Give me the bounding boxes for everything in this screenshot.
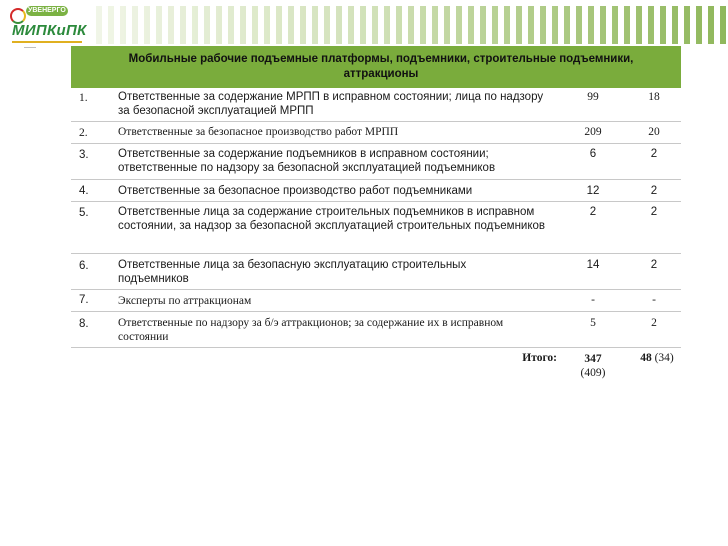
row-value-2: 20 — [648, 126, 660, 138]
total-value-1 — [559, 352, 627, 380]
row-number: 1. — [79, 92, 88, 104]
row-description: Ответственные за содержание МРПП в исправном состоянии; лица по надзору за безопасной эксплуатацией МРПП — [118, 91, 544, 117]
table-row — [71, 180, 681, 202]
row-value-1: 209 — [584, 126, 602, 138]
logo-top-text: УВЕНЕРГО — [28, 7, 66, 14]
row-description: Ответственные лица за содержание строительных подъемников в исправном состоянии, за надзор за безопасной эксплуатацией строительных подъемников — [118, 206, 546, 232]
row-value-1: 99 — [587, 91, 599, 103]
company-logo — [6, 4, 88, 48]
row-description: Эксперты по аттракционам — [118, 295, 252, 307]
logo-main-text: МИПКиПК — [12, 22, 87, 39]
row-value-1: - — [591, 294, 595, 306]
row-number: 3. — [79, 149, 89, 161]
logo-underline — [12, 41, 82, 43]
table-title: Мобильные рабочие подъемные платформы, подъемники, строительные подъемники, аттракционы — [128, 53, 634, 80]
table-row — [71, 144, 681, 180]
decorative-banner-stripes — [90, 6, 728, 44]
row-value-2: 2 — [650, 185, 658, 197]
row-description: Ответственные за безопасное производство работ подъемниками — [118, 185, 473, 197]
row-value-2: 2 — [650, 206, 658, 218]
row-number: 5. — [79, 207, 89, 219]
row-value-1: 14 — [586, 259, 600, 271]
row-description: Ответственные за безопасное производство работ МРПП — [118, 126, 399, 138]
row-value-1: 2 — [589, 206, 597, 218]
total-value-2-sub: (34) — [654, 352, 674, 364]
table-row — [71, 122, 681, 144]
row-description: Ответственные за содержание подъемников в исправном состоянии; ответственные по надзору за безопасной эксплуатацией подъемников — [118, 148, 496, 174]
row-number: 4. — [79, 185, 89, 197]
row-number: 8. — [79, 318, 89, 330]
row-value-1: 12 — [586, 185, 600, 197]
row-value-2: 18 — [648, 91, 660, 103]
table-row — [71, 254, 681, 290]
row-description: Ответственные по надзору за б/э аттракционов; за содержание их в исправном состоянии — [118, 317, 504, 343]
total-value-2-main: 48 — [640, 352, 652, 364]
table-row — [71, 290, 681, 312]
table-header — [71, 46, 681, 88]
row-value-2: - — [652, 294, 656, 306]
table-row — [71, 202, 681, 254]
total-label: Итого: — [522, 352, 557, 364]
total-row — [71, 352, 681, 386]
row-number: 2. — [79, 127, 88, 139]
total-value-2 — [627, 352, 687, 364]
row-value-2: 2 — [650, 148, 658, 160]
row-number: 6. — [79, 260, 89, 272]
row-value-2: 2 — [651, 317, 657, 329]
row-description: Ответственные лица за безопасную эксплуатацию строительных подъемников — [118, 259, 467, 285]
row-value-1: 6 — [589, 148, 597, 160]
total-value-1-main: 347 — [584, 353, 602, 365]
row-value-1: 5 — [590, 317, 596, 329]
table-row — [71, 312, 681, 348]
total-value-1-sub: (409) — [580, 367, 606, 379]
logo-dash — [24, 47, 36, 48]
row-number: 7. — [79, 294, 89, 306]
row-value-2: 2 — [650, 259, 658, 271]
table-row — [71, 88, 681, 122]
